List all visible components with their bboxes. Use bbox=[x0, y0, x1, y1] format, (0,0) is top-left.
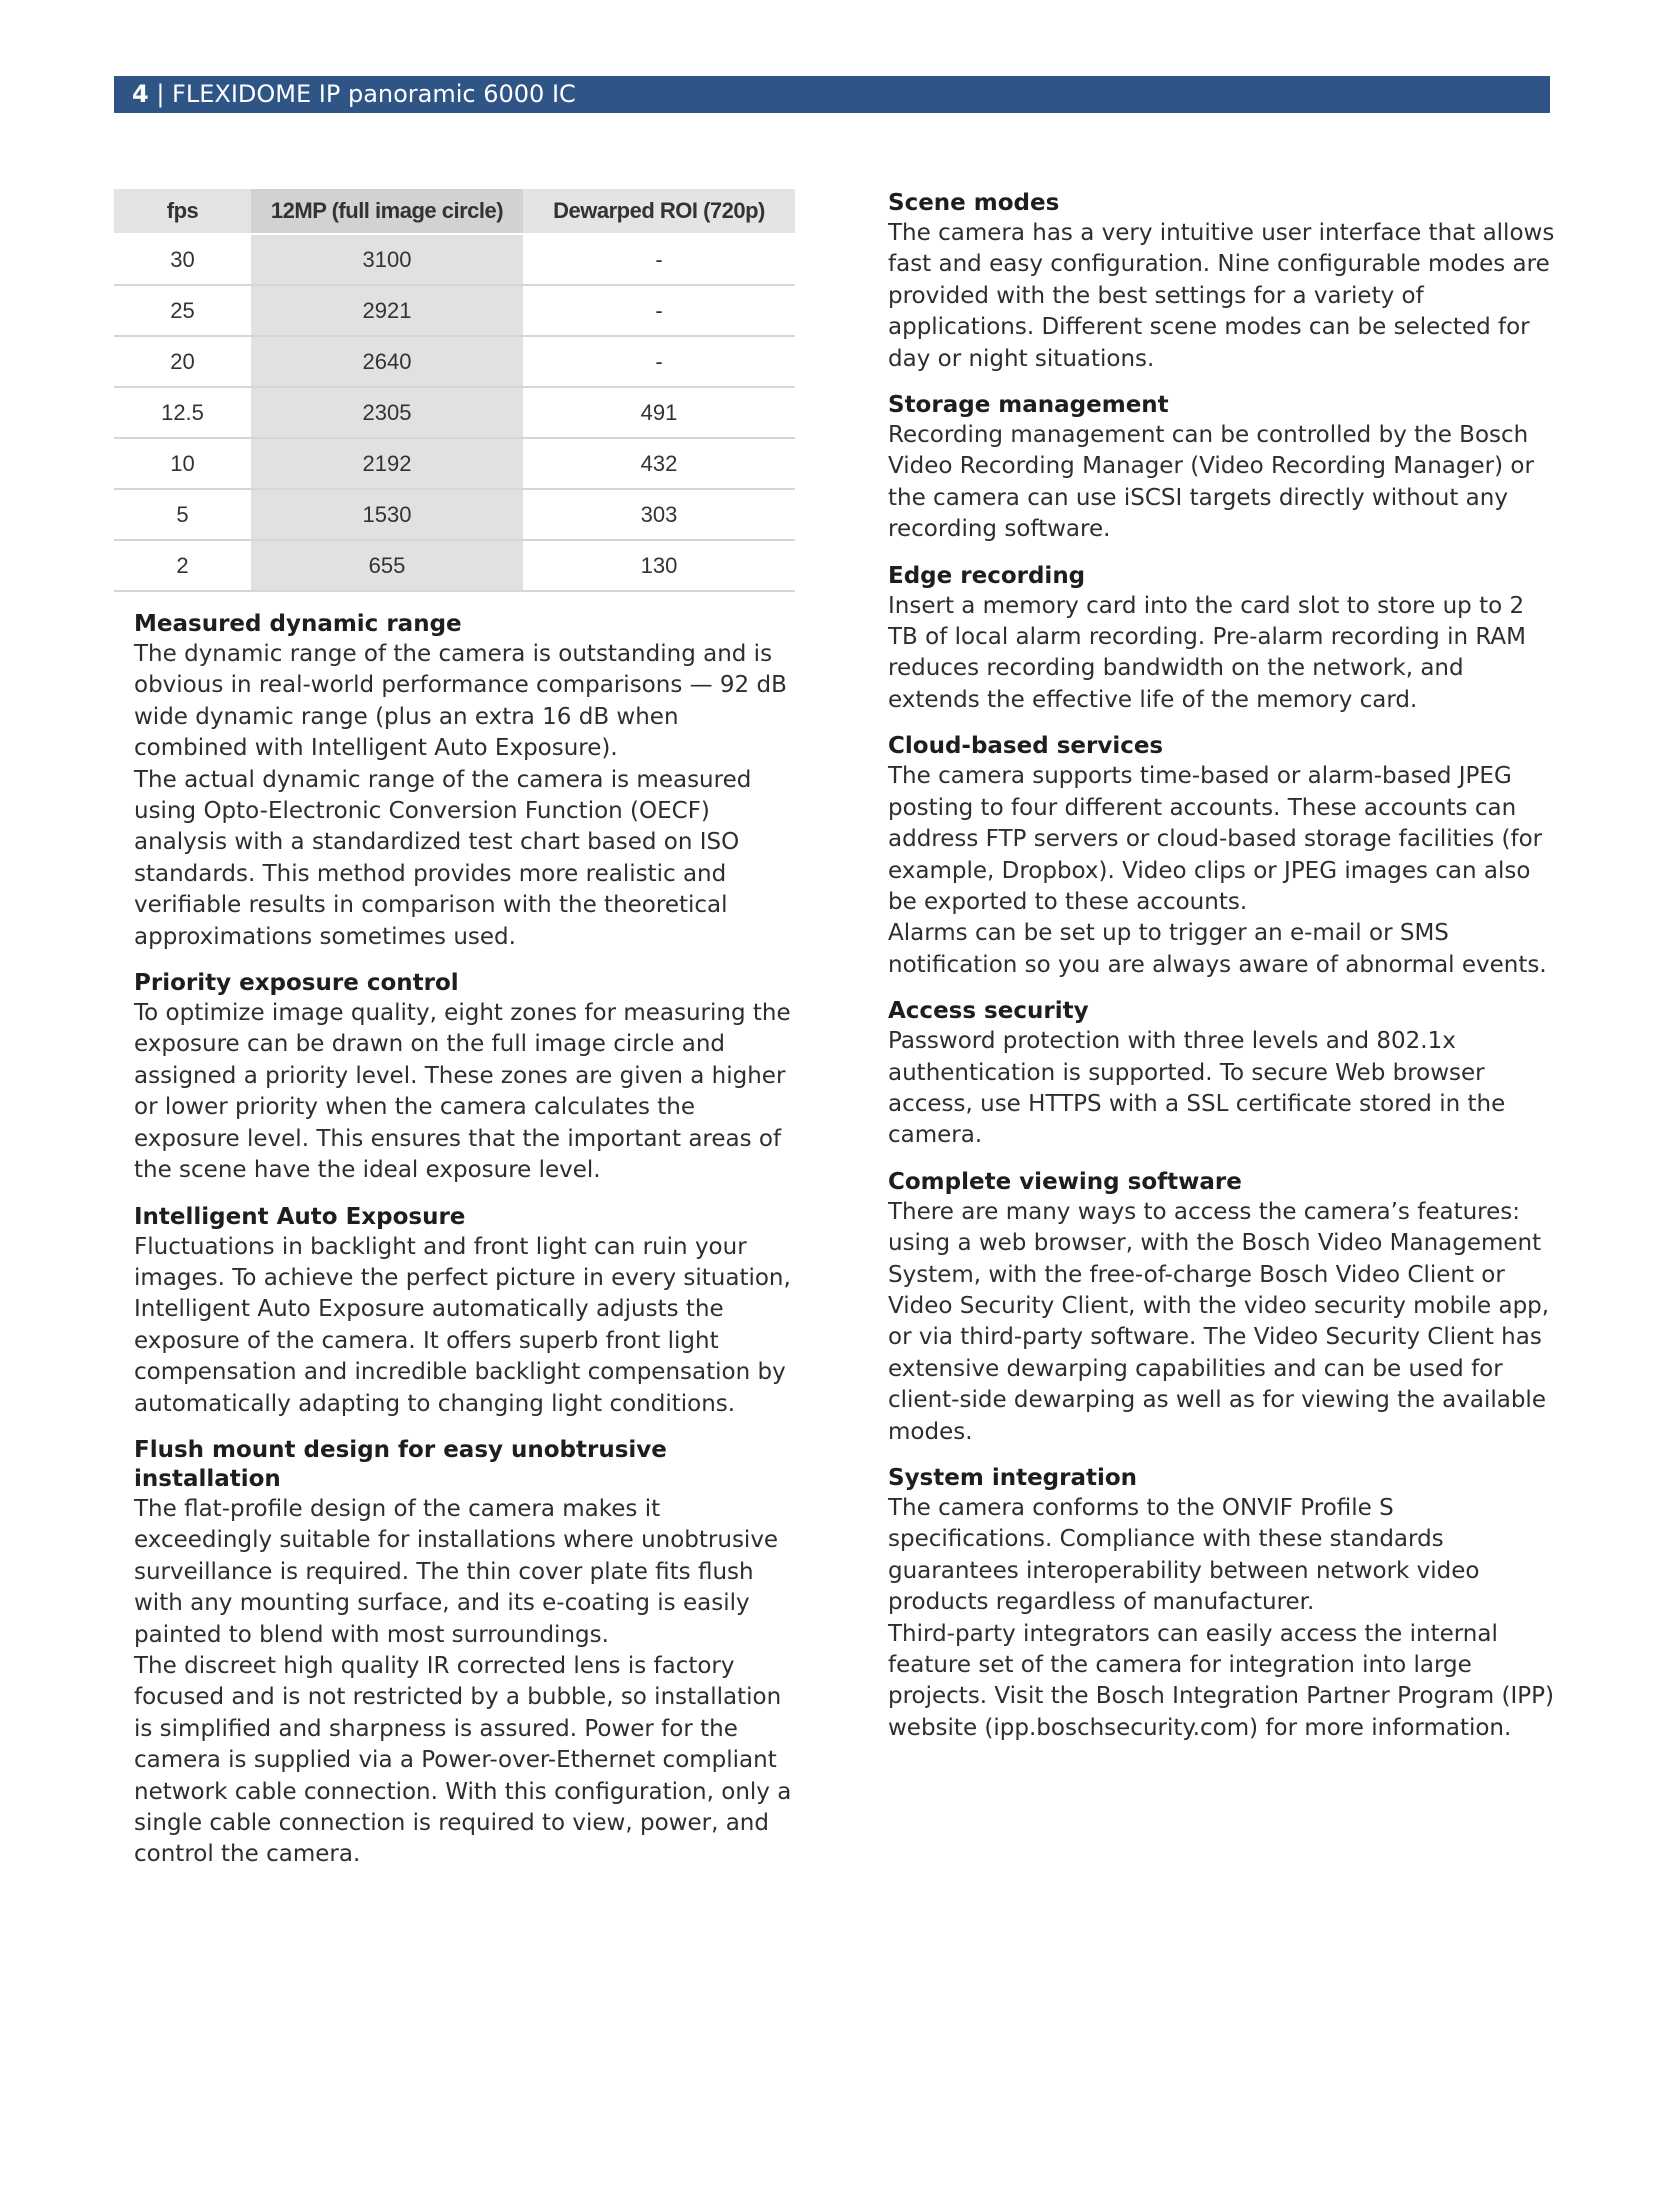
header-separator: | bbox=[148, 80, 173, 108]
table-cell: 10 bbox=[114, 438, 251, 489]
section-paragraph: The dynamic range of the camera is outstanding and is obvious in real-world performance comparisons — 92 dB wide dynamic range (plus an extra 16 dB when combined with Intelligent Auto Exposure). bbox=[134, 641, 787, 762]
text-section bbox=[134, 610, 795, 953]
section-paragraph: The camera has a very intuitive user interface that allows fast and easy configuration. Nine configurable modes are provided with the best settings for a variety of applications. Different scene modes can be selected for day or night situations. bbox=[888, 220, 1555, 372]
document-title: FLEXIDOME IP panoramic 6000 IC bbox=[172, 80, 576, 108]
left-sections bbox=[114, 610, 795, 1871]
table-cell: 30 bbox=[114, 234, 251, 285]
table-body bbox=[114, 234, 795, 591]
table-row bbox=[114, 234, 795, 285]
text-section bbox=[134, 1203, 795, 1420]
page-header bbox=[114, 76, 1550, 113]
section-heading: Edge recording bbox=[888, 562, 1086, 589]
table-cell: 2640 bbox=[251, 336, 523, 387]
text-section bbox=[888, 1464, 1560, 1744]
right-column bbox=[888, 189, 1560, 1760]
section-paragraph: Fluctuations in backlight and front light can ruin your images. To achieve the perfect picture in every situation, Intelligent Auto Exposure automatically adjusts the exposure of the camera. It offers superb front light compensation and incredible backlight compensation by automatically adapting to changing light conditions. bbox=[134, 1233, 791, 1417]
section-paragraph: The discreet high quality IR corrected lens is factory focused and is not restricted by a bubble, so installation is simplified and sharpness is assured. Power for the camera is supplied via a Power-over-Ethernet compliant network cable connection. With this configuration, only a single cable connection is required to view, power, and control the camera. bbox=[134, 1652, 792, 1868]
section-paragraph: Password protection with three levels and 802.1x authentication is supported. To secure Web browser access, use HTTPS with a SSL certificate stored in the camera. bbox=[888, 1028, 1506, 1149]
table-cell: 2921 bbox=[251, 285, 523, 336]
table-cell: 1530 bbox=[251, 489, 523, 540]
table-row bbox=[114, 438, 795, 489]
section-heading: Storage management bbox=[888, 392, 1169, 419]
section-paragraph: Third-party integrators can easily access the internal feature set of the camera for integration into large projects. Visit the Bosch Integration Partner Program (IPP) website (ipp.boschsecurity.com) for more information. bbox=[888, 1620, 1554, 1741]
table-header-12mp: 12MP (full image circle) bbox=[251, 189, 523, 234]
section-paragraph: The camera conforms to the ONVIF Profile S specifications. Compliance with these standards guarantees interoperability between network video products regardless of manufacturer. bbox=[888, 1495, 1480, 1616]
section-paragraph: The camera supports time-based or alarm-based JPEG posting to four different accounts. These accounts can address FTP servers or cloud-based storage facilities (for example, Dropbox). Video clips or JPEG images can also be exported to these accounts. bbox=[888, 763, 1543, 915]
table-cell: 491 bbox=[523, 387, 795, 438]
table-cell: 432 bbox=[523, 438, 795, 489]
text-section bbox=[134, 1436, 795, 1871]
section-heading: Scene modes bbox=[888, 190, 1060, 216]
section-heading: Intelligent Auto Exposure bbox=[134, 1203, 466, 1230]
table-header-fps: fps bbox=[114, 189, 251, 234]
right-sections bbox=[888, 189, 1560, 1744]
text-section bbox=[888, 997, 1560, 1152]
section-heading: Access security bbox=[888, 998, 1089, 1025]
section-paragraph: There are many ways to access the camera’s features: using a web browser, with the Bosch Video Management System, with the free-of-charge Bosch Video Client or Video Security Client, with the video security mobile app, or via third-party software. The Video Security Client has extensive dewarping capabilities and can be used for client-side dewarping as well as for viewing the available modes. bbox=[888, 1198, 1550, 1445]
section-heading: Flush mount design for easy unobtrusive installation bbox=[134, 1436, 667, 1492]
table-cell: 2305 bbox=[251, 387, 523, 438]
section-paragraph: To optimize image quality, eight zones for measuring the exposure can be drawn on the full image circle and assigned a priority level. These zones are given a higher or lower priority when the camera calculates the exposure level. This ensures that the important areas of the scene have the ideal exposure level. bbox=[134, 1000, 791, 1184]
table-cell: 20 bbox=[114, 336, 251, 387]
table-cell: 3100 bbox=[251, 234, 523, 285]
section-heading: Measured dynamic range bbox=[134, 611, 462, 637]
table-cell: 130 bbox=[523, 540, 795, 591]
section-paragraph: Recording management can be controlled by the Bosch Video Recording Manager (Video Recording Manager) or the camera can use iSCSI targets directly without any recording software. bbox=[888, 422, 1534, 543]
frame-rate-table bbox=[114, 189, 795, 592]
table-cell: - bbox=[523, 285, 795, 336]
table-row bbox=[114, 489, 795, 540]
text-section bbox=[888, 732, 1560, 981]
text-section bbox=[888, 1168, 1560, 1448]
table-cell: 5 bbox=[114, 489, 251, 540]
table-cell: 12.5 bbox=[114, 387, 251, 438]
text-section bbox=[888, 562, 1560, 717]
text-section bbox=[888, 391, 1560, 546]
section-paragraph: The flat-profile design of the camera makes it exceedingly suitable for installations where unobtrusive surveillance is required. The thin cover plate fits flush with any mounting surface, and its e-coating is easily painted to blend with most surroundings. bbox=[134, 1495, 779, 1648]
table-header-dewarped: Dewarped ROI (720p) bbox=[523, 189, 795, 234]
text-section bbox=[888, 189, 1560, 375]
section-heading: System integration bbox=[888, 1465, 1138, 1491]
page-number: 4 bbox=[132, 80, 149, 108]
section-paragraph: Alarms can be set up to trigger an e-mail or SMS notification so you are always aware of abnormal events. bbox=[888, 920, 1547, 978]
text-section bbox=[134, 969, 795, 1186]
section-paragraph: The actual dynamic range of the camera is measured using Opto-Electronic Conversion Function (OECF) analysis with a standardized test chart based on ISO standards. This method provides more realistic and verifiable results in comparison with the theoretical approximations sometimes used. bbox=[134, 766, 752, 950]
table-cell: - bbox=[523, 336, 795, 387]
table-cell: 2192 bbox=[251, 438, 523, 489]
table-cell: 303 bbox=[523, 489, 795, 540]
table-cell: 655 bbox=[251, 540, 523, 591]
table-header-row bbox=[114, 189, 795, 234]
table-cell: 2 bbox=[114, 540, 251, 591]
table-row bbox=[114, 336, 795, 387]
section-heading: Priority exposure control bbox=[134, 970, 459, 997]
table-cell: - bbox=[523, 234, 795, 285]
table-cell: 25 bbox=[114, 285, 251, 336]
table-row bbox=[114, 285, 795, 336]
table-row bbox=[114, 540, 795, 591]
table-row bbox=[114, 387, 795, 438]
section-heading: Complete viewing software bbox=[888, 1168, 1242, 1195]
left-column bbox=[114, 189, 795, 1887]
section-heading: Cloud-based services bbox=[888, 733, 1164, 760]
section-paragraph: Insert a memory card into the card slot to store up to 2 TB of local alarm recording. Pre-alarm recording in RAM reduces recording bandwidth on the network, and extends the effective life of the memory card. bbox=[888, 592, 1526, 713]
